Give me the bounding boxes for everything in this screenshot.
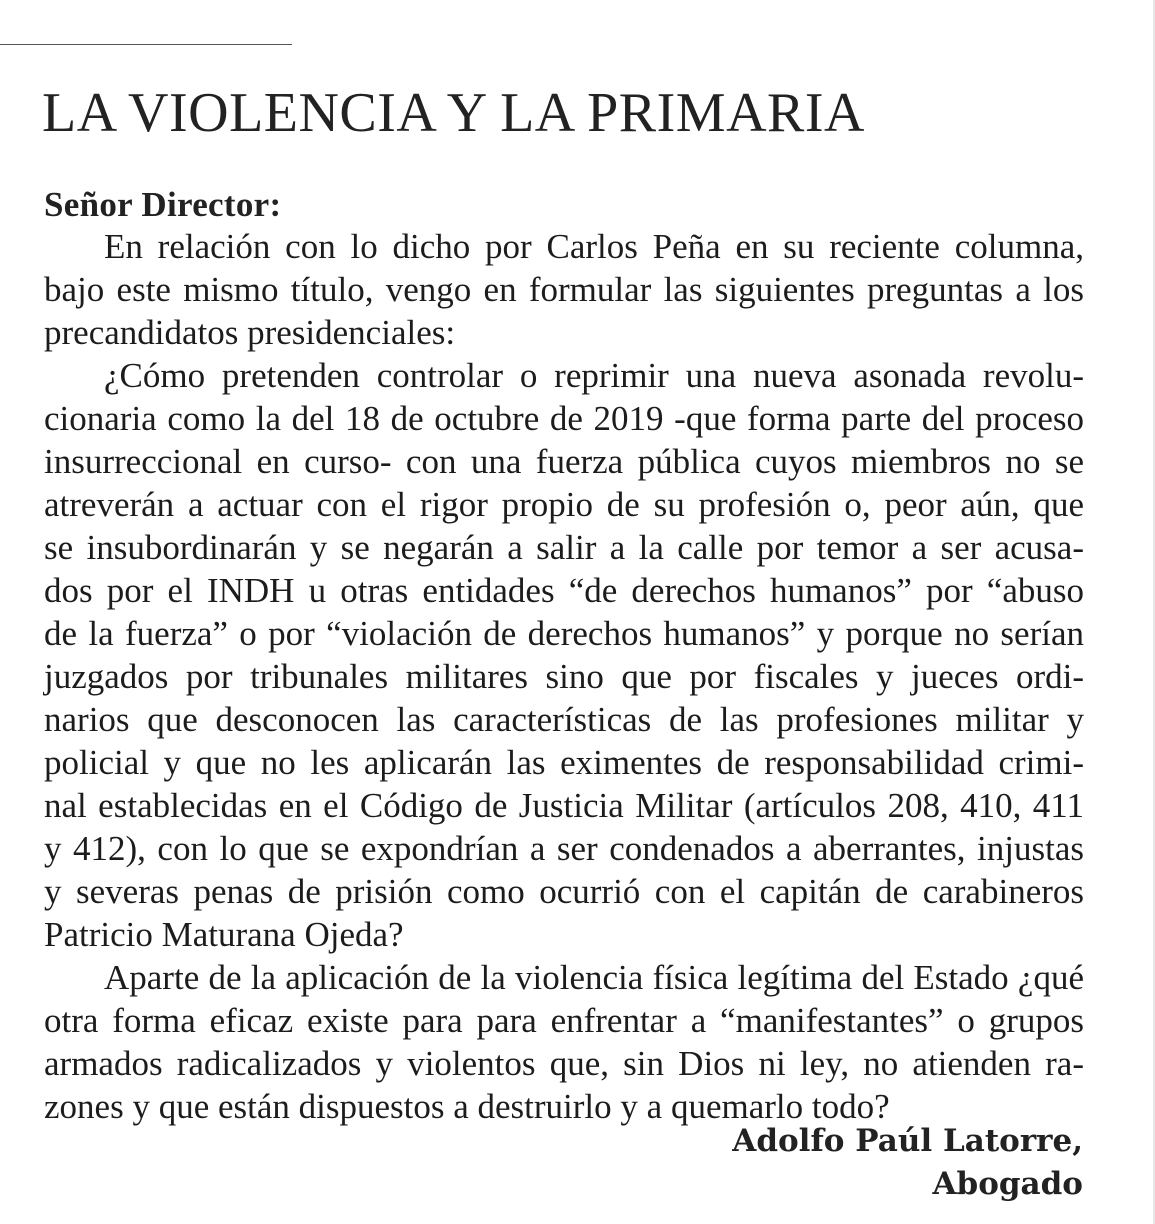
paragraph-2-line-8: juzgados por tribunales militares sino que por fiscales y jueces ordi-	[44, 657, 1084, 696]
paragraph-1-line-1: En relación con lo dicho por Carlos Peña en su reciente columna,	[104, 227, 1084, 266]
article-title: LA VIOLENCIA Y LA PRIMARIA	[42, 82, 865, 144]
paragraph-2-line-5: se insubordinarán y se negarán a salir a la calle por temor a ser acusa-	[44, 528, 1084, 567]
paragraph-2-line-7: de la fuerza” o por “violación de derechos humanos” y porque no serían	[44, 614, 1084, 653]
paragraph-3-line-4: zones y que están dispuestos a destruirlo y a quemarlo todo?	[44, 1087, 890, 1126]
paragraph-1-line-3: precandidatos presidenciales:	[44, 313, 456, 352]
letter-body	[44, 225, 1084, 1128]
paragraph-2-line-9: narios que desconocen las características de las profesiones militar y	[44, 700, 1084, 739]
paragraph-2-line-3: insurreccional en curso- con una fuerza pública cuyos miembros no se	[44, 442, 1084, 481]
signature-block	[732, 1120, 1083, 1206]
paragraph-3-line-2: otra forma eficaz existe para para enfrentar a “manifestantes” o grupos	[44, 1001, 1084, 1040]
top-divider	[0, 44, 292, 45]
paragraph-3-line-3: armados radicalizados y violentos que, sin Dios ni ley, no atienden ra-	[44, 1044, 1084, 1083]
paragraph-2-line-1: ¿Cómo pretenden controlar o reprimir una nueva asonada revolu-	[104, 356, 1084, 395]
paragraph-2-line-10: policial y que no les aplicarán las eximentes de responsabilidad crimi-	[44, 743, 1084, 782]
paragraph-2-line-2: cionaria como la del 18 de octubre de 2019 -que forma parte del proceso	[44, 399, 1084, 438]
paragraph-2-line-11: nal establecidas en el Código de Justicia Militar (artículos 208, 410, 411	[44, 786, 1084, 825]
salutation: Señor Director:	[44, 185, 282, 224]
paragraph-2-line-14: Patricio Maturana Ojeda?	[44, 915, 404, 954]
paragraph-2-line-12: y 412), con lo que se expondrían a ser condenados a aberrantes, injustas	[44, 829, 1084, 868]
paragraph-2-line-13: y severas penas de prisión como ocurrió con el capitán de carabineros	[44, 872, 1084, 911]
paragraph-1-line-2: bajo este mismo título, vengo en formular las siguientes preguntas a los	[44, 270, 1084, 309]
paragraph-3-line-1: Aparte de la aplicación de la violencia física legítima del Estado ¿qué	[104, 958, 1084, 997]
paragraph-2-line-4: atreverán a actuar con el rigor propio de su profesión o, peor aún, que	[44, 485, 1084, 524]
author-role: Abogado	[932, 1166, 1083, 1202]
paragraph-2-line-6: dos por el INDH u otras entidades “de derechos humanos” por “abuso	[44, 571, 1084, 610]
author-name: Adolfo Paúl Latorre,	[732, 1123, 1083, 1159]
